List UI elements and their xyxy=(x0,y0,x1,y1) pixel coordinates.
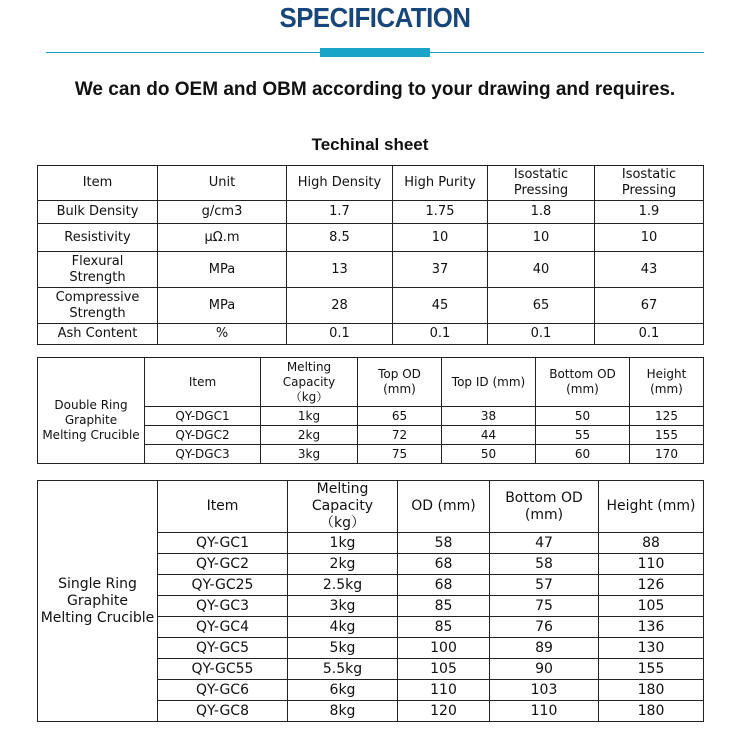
property-name: Flexural Strength xyxy=(38,252,158,288)
table-cell: 57 xyxy=(490,575,599,596)
table-cell: 1.8 xyxy=(488,201,595,224)
table-header-row xyxy=(38,481,704,533)
table-cell: 0.1 xyxy=(595,324,704,345)
column-header: Melting Capacity （kg） xyxy=(261,358,358,407)
model-number: QY-GC6 xyxy=(158,680,288,701)
table-header-row xyxy=(38,358,704,407)
column-header: Item xyxy=(38,166,158,201)
table-row xyxy=(38,201,704,224)
table-row xyxy=(38,324,704,345)
table-cell: 8kg xyxy=(288,701,398,722)
table-cell: 105 xyxy=(599,596,704,617)
table-row xyxy=(38,288,704,324)
table-cell: 100 xyxy=(398,638,490,659)
model-number: QY-GC55 xyxy=(158,659,288,680)
column-header: Height (mm) xyxy=(599,481,704,533)
single-ring-crucible-table xyxy=(37,480,704,722)
table-cell: 0.1 xyxy=(287,324,393,345)
table-cell: 155 xyxy=(630,426,704,445)
table-cell: 1kg xyxy=(261,407,358,426)
model-number: QY-GC5 xyxy=(158,638,288,659)
table-cell: 1kg xyxy=(288,533,398,554)
table-cell: 10 xyxy=(393,224,488,252)
table-cell: MPa xyxy=(158,288,287,324)
table-cell: 0.1 xyxy=(488,324,595,345)
table-cell: 37 xyxy=(393,252,488,288)
table-cell: 50 xyxy=(536,407,630,426)
table-cell: 110 xyxy=(398,680,490,701)
property-name: Ash Content xyxy=(38,324,158,345)
table-cell: 180 xyxy=(599,680,704,701)
column-header: Top OD (mm) xyxy=(358,358,442,407)
table-cell: 5.5kg xyxy=(288,659,398,680)
double-ring-crucible-table xyxy=(37,357,704,464)
table-cell: 38 xyxy=(442,407,536,426)
table-cell: g/cm3 xyxy=(158,201,287,224)
table-cell: 6kg xyxy=(288,680,398,701)
single-ring-body xyxy=(38,481,704,722)
table-cell: 60 xyxy=(536,445,630,464)
model-number: QY-GC2 xyxy=(158,554,288,575)
table-cell: 65 xyxy=(488,288,595,324)
page-title: SPECIFICATION xyxy=(279,2,471,33)
table-cell: 72 xyxy=(358,426,442,445)
table-cell: 13 xyxy=(287,252,393,288)
model-number: QY-DGC1 xyxy=(145,407,261,426)
crucible-category-label: Single Ring Graphite Melting Crucible xyxy=(38,481,158,722)
table-cell: 3kg xyxy=(261,445,358,464)
table-cell: 170 xyxy=(630,445,704,464)
table-cell: 1.7 xyxy=(287,201,393,224)
double-ring-body xyxy=(38,358,704,464)
table-cell: 120 xyxy=(398,701,490,722)
table-cell: 10 xyxy=(488,224,595,252)
column-header: Item xyxy=(145,358,261,407)
table-cell: 5kg xyxy=(288,638,398,659)
table-cell: 136 xyxy=(599,617,704,638)
column-header: Bottom OD (mm) xyxy=(536,358,630,407)
column-header: High Density xyxy=(287,166,393,201)
table-cell: 40 xyxy=(488,252,595,288)
model-number: QY-GC8 xyxy=(158,701,288,722)
title-divider-accent xyxy=(320,48,430,57)
table-cell: μΩ.m xyxy=(158,224,287,252)
column-header: Bottom OD (mm) xyxy=(490,481,599,533)
table-cell: % xyxy=(158,324,287,345)
table-cell: 103 xyxy=(490,680,599,701)
table-cell: 75 xyxy=(358,445,442,464)
table-cell: 1.9 xyxy=(595,201,704,224)
column-header: High Purity xyxy=(393,166,488,201)
model-number: QY-GC25 xyxy=(158,575,288,596)
table-cell: MPa xyxy=(158,252,287,288)
model-number: QY-DGC3 xyxy=(145,445,261,464)
technical-sheet-body xyxy=(38,166,704,345)
table-cell: 110 xyxy=(599,554,704,575)
table-cell: 85 xyxy=(398,596,490,617)
table-cell: 125 xyxy=(630,407,704,426)
table-cell: 67 xyxy=(595,288,704,324)
table-cell: 58 xyxy=(398,533,490,554)
table-cell: 43 xyxy=(595,252,704,288)
table-cell: 47 xyxy=(490,533,599,554)
column-header: Item xyxy=(158,481,288,533)
table-cell: 8.5 xyxy=(287,224,393,252)
model-number: QY-GC1 xyxy=(158,533,288,554)
technical-sheet-table xyxy=(37,165,704,345)
table-cell: 105 xyxy=(398,659,490,680)
table-cell: 2.5kg xyxy=(288,575,398,596)
crucible-category-label: Double Ring Graphite Melting Crucible xyxy=(38,358,145,464)
table-cell: 68 xyxy=(398,554,490,575)
table-cell: 126 xyxy=(599,575,704,596)
table-cell: 55 xyxy=(536,426,630,445)
table-cell: 110 xyxy=(490,701,599,722)
table-row xyxy=(38,224,704,252)
table-cell: 0.1 xyxy=(393,324,488,345)
column-header: Isostatic Pressing xyxy=(488,166,595,201)
table-cell: 90 xyxy=(490,659,599,680)
table-cell: 68 xyxy=(398,575,490,596)
table-cell: 76 xyxy=(490,617,599,638)
table-cell: 1.75 xyxy=(393,201,488,224)
model-number: QY-DGC2 xyxy=(145,426,261,445)
column-header: Height (mm) xyxy=(630,358,704,407)
table-cell: 85 xyxy=(398,617,490,638)
column-header: Top ID (mm) xyxy=(442,358,536,407)
table-cell: 180 xyxy=(599,701,704,722)
table-cell: 44 xyxy=(442,426,536,445)
table-cell: 58 xyxy=(490,554,599,575)
table-header-row xyxy=(38,166,704,201)
table-row xyxy=(38,252,704,288)
property-name: Bulk Density xyxy=(38,201,158,224)
technical-sheet-title: Techinal sheet xyxy=(311,135,429,154)
property-name: Resistivity xyxy=(38,224,158,252)
table-cell: 155 xyxy=(599,659,704,680)
table-cell: 65 xyxy=(358,407,442,426)
model-number: QY-GC4 xyxy=(158,617,288,638)
column-header: Melting Capacity （kg） xyxy=(288,481,398,533)
property-name: Compressive Strength xyxy=(38,288,158,324)
table-cell: 3kg xyxy=(288,596,398,617)
table-cell: 89 xyxy=(490,638,599,659)
column-header: Isostatic Pressing xyxy=(595,166,704,201)
table-cell: 75 xyxy=(490,596,599,617)
model-number: QY-GC3 xyxy=(158,596,288,617)
table-cell: 2kg xyxy=(261,426,358,445)
table-cell: 130 xyxy=(599,638,704,659)
table-cell: 50 xyxy=(442,445,536,464)
column-header: OD (mm) xyxy=(398,481,490,533)
table-cell: 88 xyxy=(599,533,704,554)
table-cell: 4kg xyxy=(288,617,398,638)
oem-statement: We can do OEM and OBM according to your drawing and requires. xyxy=(74,79,676,100)
table-cell: 2kg xyxy=(288,554,398,575)
column-header: Unit xyxy=(158,166,287,201)
table-cell: 28 xyxy=(287,288,393,324)
table-cell: 10 xyxy=(595,224,704,252)
table-cell: 45 xyxy=(393,288,488,324)
